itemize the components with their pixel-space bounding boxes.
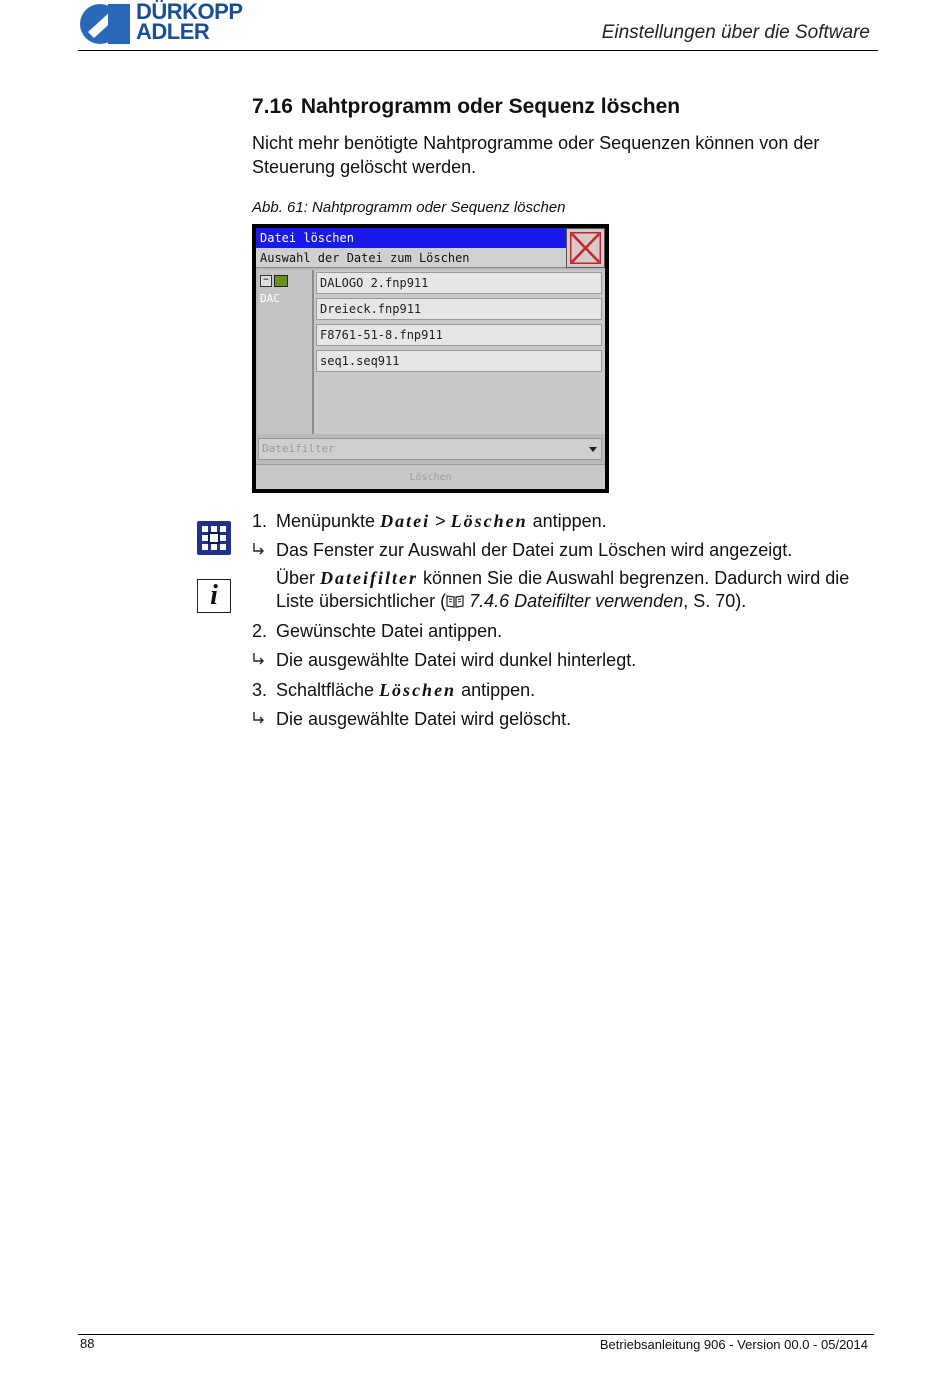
step-1	[252, 509, 607, 533]
close-button[interactable]	[566, 228, 605, 268]
chevron-down-icon	[589, 447, 597, 452]
step-text: Menüpunkte	[276, 511, 381, 531]
file-list	[314, 270, 605, 434]
logo-mark-icon	[78, 2, 132, 46]
result-text: Die ausgewählte Datei wird gelöscht.	[276, 709, 572, 729]
note-paragraph	[276, 567, 876, 613]
section-title: Nahtprogramm oder Sequenz löschen	[300, 95, 681, 118]
footer-divider	[78, 1334, 874, 1335]
step-number: 3.	[252, 680, 268, 700]
command-datei: Datei	[380, 511, 431, 531]
step-number: 2.	[252, 621, 268, 641]
device-screenshot	[252, 224, 609, 493]
delete-button[interactable]: Löschen	[256, 464, 605, 489]
folder-label: DAC	[260, 292, 280, 305]
footer-document-info: Betriebsanleitung 906 - Version 00.0 - 05/2014	[599, 1337, 868, 1352]
page-number: 88	[80, 1336, 95, 1351]
result-arrow-icon	[252, 707, 276, 731]
result-2	[252, 648, 636, 672]
close-icon	[570, 232, 601, 264]
note-text: Über	[276, 568, 321, 588]
info-icon: i	[197, 579, 231, 613]
cross-reference-link[interactable]: 7.4.6 Dateifilter verwenden	[469, 591, 684, 611]
result-arrow-icon	[252, 648, 276, 672]
folder-item-dac[interactable]	[260, 272, 310, 305]
step-number: 1.	[252, 511, 268, 531]
note-text: , S. 70).	[683, 591, 747, 611]
logo-line2: ADLER	[136, 19, 210, 44]
file-item[interactable]: Dreieck.fnp911	[316, 298, 602, 320]
step-2	[252, 619, 502, 643]
step-text: antippen.	[456, 680, 536, 700]
result-text: Das Fenster zur Auswahl der Datei zum Löschen wird angezeigt.	[276, 540, 793, 560]
logo-line1: DÜRKOPP	[136, 0, 243, 24]
command-dateifilter: Dateifilter	[320, 568, 418, 588]
step-text: Gewünschte Datei antippen.	[276, 621, 503, 641]
section-number: 7.16	[252, 95, 293, 118]
menu-separator: >	[430, 511, 451, 531]
step-text: Schaltfläche	[276, 680, 380, 700]
file-item[interactable]: seq1.seq911	[316, 350, 602, 372]
folder-icon	[274, 275, 288, 287]
header-divider	[78, 50, 878, 51]
result-arrow-icon	[252, 538, 276, 562]
intro-paragraph: Nicht mehr benötigte Nahtprogramme oder Sequenzen können von der Steuerung gelöscht werden.	[252, 133, 820, 177]
figure-caption: Abb. 61: Nahtprogramm oder Sequenz löschen	[252, 199, 566, 216]
command-loeschen: Löschen	[450, 511, 528, 531]
company-logo	[78, 2, 268, 46]
file-item[interactable]: F8761-51-8.fnp911	[316, 324, 602, 346]
result-3	[252, 707, 571, 731]
note-text: können Sie die Auswahl begrenzen. Dadurch wird die Liste übersichtlicher (	[276, 568, 850, 611]
section-heading	[252, 95, 680, 119]
menu-grid-icon	[197, 521, 231, 555]
screen-content	[256, 228, 605, 489]
header-title: Einstellungen über die Software	[601, 22, 870, 43]
book-icon	[446, 591, 464, 605]
result-text: Die ausgewählte Datei wird dunkel hinterlegt.	[276, 650, 637, 670]
result-1	[252, 538, 792, 562]
step-3	[252, 678, 535, 702]
screen-subtitle: Auswahl der Datei zum Löschen	[256, 248, 566, 268]
screen-title: Datei löschen	[256, 228, 570, 248]
step-text: antippen.	[527, 511, 607, 531]
file-item[interactable]: DALOGO 2.fnp911	[316, 272, 602, 294]
file-filter-label: Dateifilter	[262, 442, 335, 455]
file-filter-dropdown[interactable]	[258, 438, 602, 460]
collapse-icon: −	[260, 275, 272, 287]
folder-tree	[258, 270, 314, 434]
command-loeschen: Löschen	[379, 680, 457, 700]
